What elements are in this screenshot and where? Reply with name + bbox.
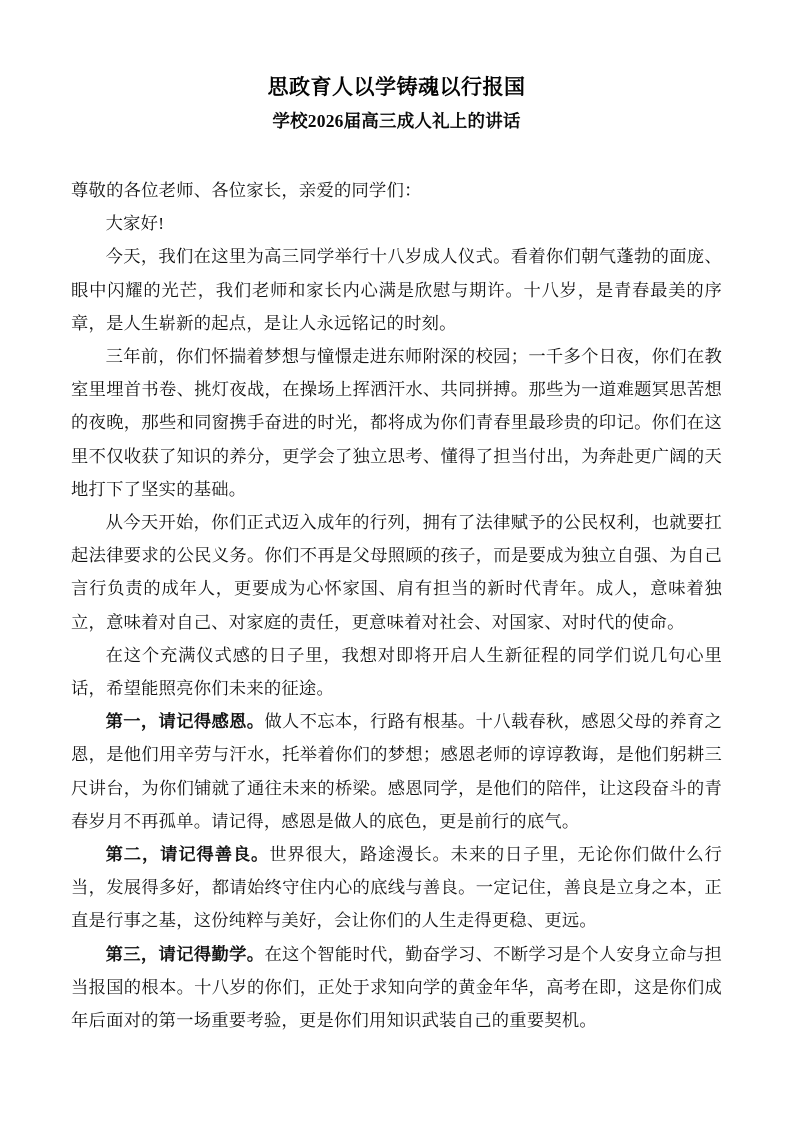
paragraph-three-years: 三年前，你们怀揣着梦想与憧憬走进东师附深的校园；一千多个日夜，你们在教室里埋首书卷、挑灯夜战，在操场上挥洒汗水、共同拼搏。那些为一道难题冥思苦想的夜晚，那些和同窗携手奋进的时光，都将成为你们青春里最珍贵的印记。你们在这里不仅收获了知识的养分，更学会了独立思考、懂得了担当付出，为奔赴更广阔的天地打下了坚实的基础。 — [71, 347, 722, 499]
page-subtitle: 学校2026届高三成人礼上的讲话 — [272, 111, 521, 131]
paragraph-today: 今天，我们在这里为高三同学举行十八岁成人仪式。看着你们朝气蓬勃的面庞、眼中闪耀的光芒，我们老师和家长内心满是欣慰与期许。十八岁，是青春最美的序章，是人生崭新的起点，是让人永远铭记的时刻。 — [71, 247, 722, 333]
point-body-gratitude: 做人不忘本，行路有根基。十八载春秋，感恩父母的养育之恩，是他们用辛劳与汗水，托举着你们的梦想；感恩老师的谆谆教诲，是他们躬耕三尺讲台，为你们铺就了通往未来的桥梁。感恩同学，是他们的陪伴，让这段奋斗的青春岁月不再孤单。请记得，感恩是做人的底色，更是前行的底气。 — [71, 712, 722, 831]
point-lead-kindness: 第二，请记得善良。 — [105, 845, 270, 865]
title-block — [71, 0, 722, 134]
paragraph-ceremony: 在这个充满仪式感的日子里，我想对即将开启人生新征程的同学们说几句心里话，希望能照亮你们未来的征途。 — [71, 645, 722, 699]
greeting-line: 大家好! — [105, 214, 165, 234]
point-lead-gratitude: 第一，请记得感恩。 — [105, 712, 265, 732]
point-lead-diligence: 第三，请记得勤学。 — [105, 944, 265, 964]
point-body-kindness: 世界很大，路途漫长。未来的日子里，无论你们做什么行当，发展得多好，都请始终守住内心的底线与善良。一定记住，善良是立身之本，正直是行事之基，这份纯粹与美好，会让你们的人生走得更稳、更远。 — [71, 845, 722, 931]
document-content-column — [71, 0, 722, 1037]
page-title: 思政育人以学铸魂以行报国 — [267, 75, 526, 99]
paragraph-adulthood: 从今天开始，你们正式迈入成年的行列，拥有了法律赋予的公民权利，也就要扛起法律要求的公民义务。你们不再是父母照顾的孩子，而是要成为独立自强、为自己言行负责的成年人，更要成为心怀家国、肩有担当的新时代青年。成人，意味着独立，意味着对自己、对家庭的责任，更意味着对社会、对国家、对时代的使命。 — [71, 513, 722, 632]
paragraph-point-kindness — [71, 838, 722, 938]
document-body — [71, 174, 722, 1037]
paragraph-point-diligence — [71, 938, 722, 1038]
paragraph-point-gratitude — [71, 705, 722, 838]
salutation-line: 尊敬的各位老师、各位家长，亲爱的同学们： — [71, 181, 422, 200]
point-body-diligence: 在这个智能时代，勤奋学习、不断学习是个人安身立命与担当报国的根本。十八岁的你们，正处于求知向学的黄金年华，高考在即，这是你们成年后面对的第一场重要考验，更是你们用知识武装自己的重要契机。 — [71, 944, 722, 1031]
